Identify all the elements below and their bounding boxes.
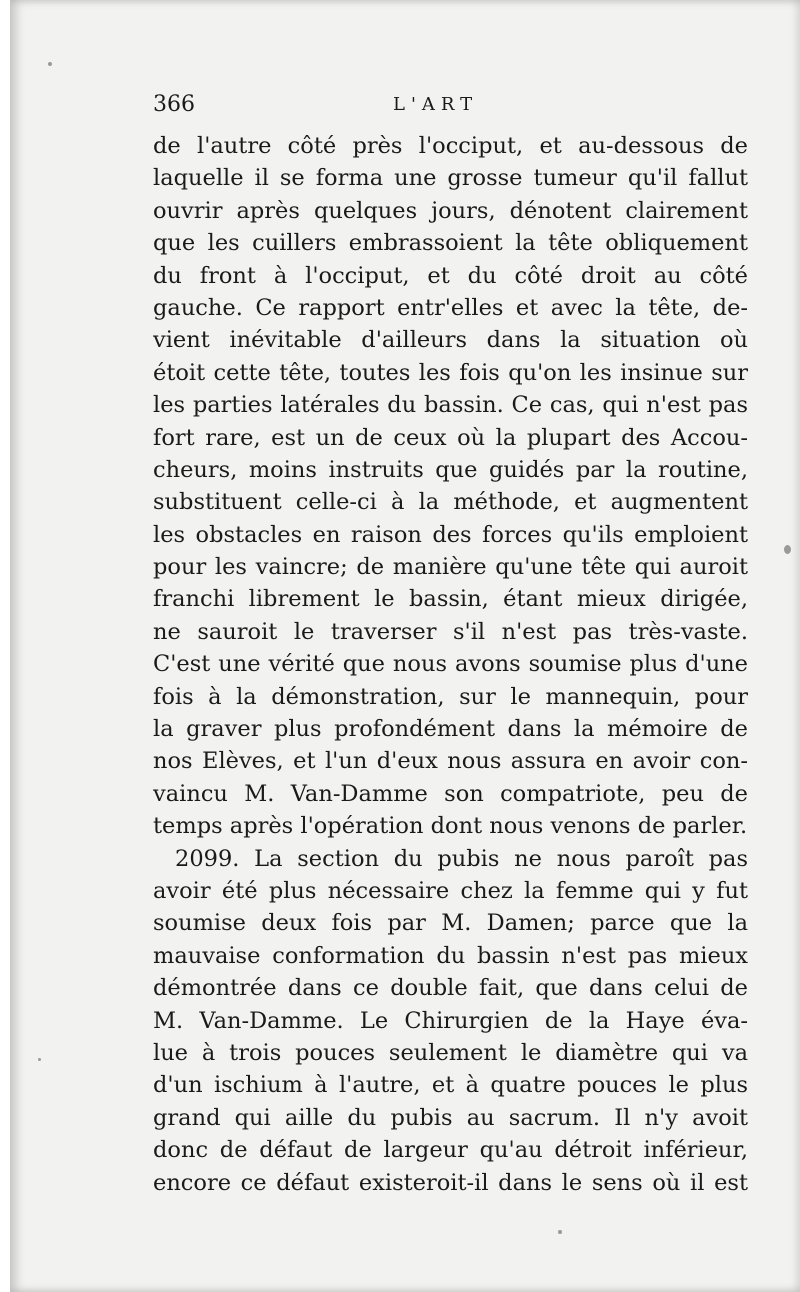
text-line: C'est une vérité que nous avons soumise plus d'une — [153, 651, 748, 678]
text-line: franchi librement le bassin, étant mieux dirigée, — [153, 586, 748, 613]
book-page — [10, 0, 800, 1292]
body-text — [153, 130, 748, 1199]
text-line: temps après l'opération dont nous venons de parler. — [153, 813, 748, 840]
text-line: étoit cette tête, toutes les fois qu'on les insinue sur — [153, 359, 748, 386]
paper-speck — [38, 1058, 41, 1061]
paragraph-first-line: 2099. La section du pubis ne nous paroît pas — [175, 845, 748, 872]
text-line: vient inévitable d'ailleurs dans la situation où — [153, 327, 748, 354]
text-line: gauche. Ce rapport entr'elles et avec la tête, de- — [153, 294, 748, 321]
text-line: d'un ischium à l'autre, et à quatre pouces le plus — [153, 1072, 748, 1099]
text-line: substituent celle-ci à la méthode, et augmentent — [153, 489, 748, 516]
text-line: du front à l'occiput, et du côté droit au côté — [153, 262, 748, 289]
text-line: pour les vaincre; de manière qu'une tête qui auroit — [153, 554, 748, 581]
text-line: grand qui aille du pubis au sacrum. Il n'y avoit — [153, 1104, 748, 1131]
text-line: mauvaise conformation du bassin n'est pas mieux — [153, 942, 748, 969]
text-line: soumise deux fois par M. Damen; parce que la — [153, 910, 748, 937]
paper-speck — [48, 62, 52, 66]
page-number: 366 — [153, 92, 195, 117]
text-line: ne sauroit le traverser s'il n'est pas très-vaste. — [153, 618, 748, 645]
text-line: de l'autre côté près l'occiput, et au-dessous de — [153, 133, 748, 159]
text-line: donc de défaut de largeur qu'au détroit inférieur, — [153, 1137, 748, 1164]
text-line: fort rare, est un de ceux où la plupart des Accou- — [153, 424, 748, 451]
running-head: L'ART — [393, 94, 479, 115]
text-line: M. Van-Damme. Le Chirurgien de la Haye éva- — [153, 1007, 748, 1034]
text-line: avoir été plus nécessaire chez la femme qui y fut — [153, 877, 748, 904]
page-header — [153, 92, 753, 122]
paper-speck — [558, 1230, 562, 1234]
text-line: encore ce défaut existeroit-il dans le sens où il est — [153, 1169, 748, 1196]
text-line: vaincu M. Van-Damme son compatriote, peu de — [153, 780, 748, 807]
text-line: fois à la démonstration, sur le mannequin, pour — [153, 683, 748, 710]
paper-speck — [784, 545, 791, 554]
text-line: lue à trois pouces seulement le diamètre qui va — [153, 1039, 748, 1066]
text-line: la graver plus profondément dans la mémoire de — [153, 716, 748, 743]
text-line: nos Elèves, et l'un d'eux nous assura en avoir con- — [153, 748, 748, 775]
text-line: les parties latérales du bassin. Ce cas, qui n'est pas — [153, 392, 748, 419]
text-line: laquelle il se forma une grosse tumeur qu'il fallut — [153, 165, 748, 192]
text-line: que les cuillers embrassoient la tête obliquement — [153, 230, 748, 257]
text-line: démontrée dans ce double fait, que dans celui de — [153, 975, 748, 1002]
text-line: les obstacles en raison des forces qu'ils emploient — [153, 521, 748, 548]
text-line: cheurs, moins instruits que guidés par la routine, — [153, 456, 748, 483]
text-line: ouvrir après quelques jours, dénotent clairement — [153, 197, 748, 224]
